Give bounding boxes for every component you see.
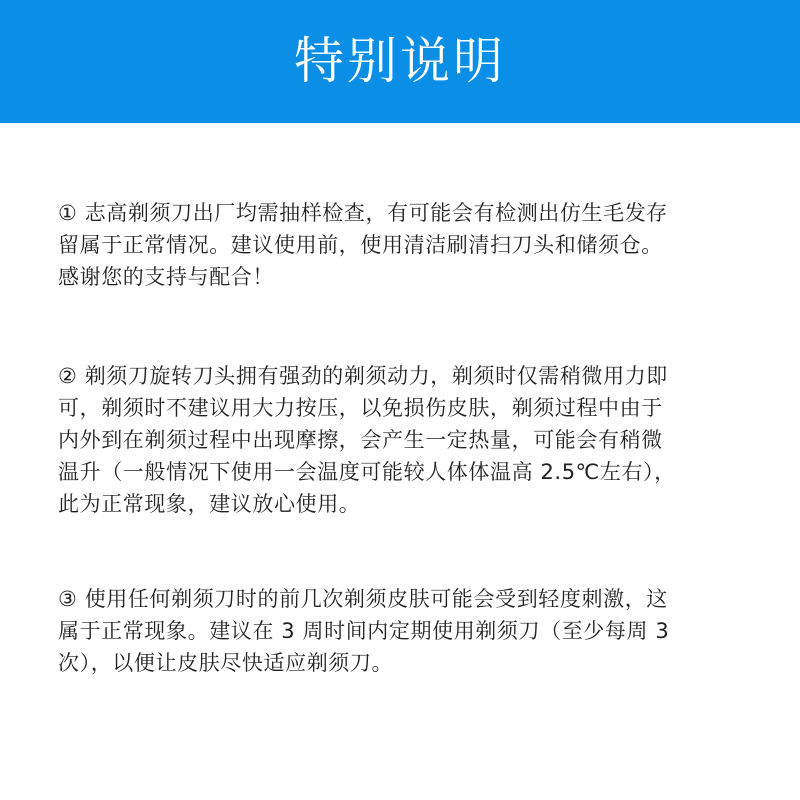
page-title: 特别说明	[294, 31, 506, 90]
note-item-2: ② 剃须刀旋转刀头拥有强劲的剃须动力，剃须时仅需稍微用力即 可，剃须时不建议用大力按压，以免损伤皮肤，剃须过程中由于 内外到在剃须过程中出现摩擦，会产生一定热量，可能会有稍微 温升（一般情况下使用一会温度可能较人体体温高 2.5℃左右）， 此为正常现象，建议放心使用。	[58, 364, 676, 516]
header-banner	[0, 0, 800, 123]
note-item-3: ③ 使用任何剃须刀时的前几次剃须皮肤可能会受到轻度刺激，这 属于正常现象。建议在 3 周时间内定期使用剃须刀（至少每周 3 次），以便让皮肤尽快适应剃须刀。	[58, 587, 670, 675]
note-item-1: ① 志高剃须刀出厂均需抽样检查，有可能会有检测出仿生毛发存 留属于正常情况。建议使用前，使用清洁刷清扫刀头和储须仓。 感谢您的支持与配合！	[58, 201, 668, 289]
